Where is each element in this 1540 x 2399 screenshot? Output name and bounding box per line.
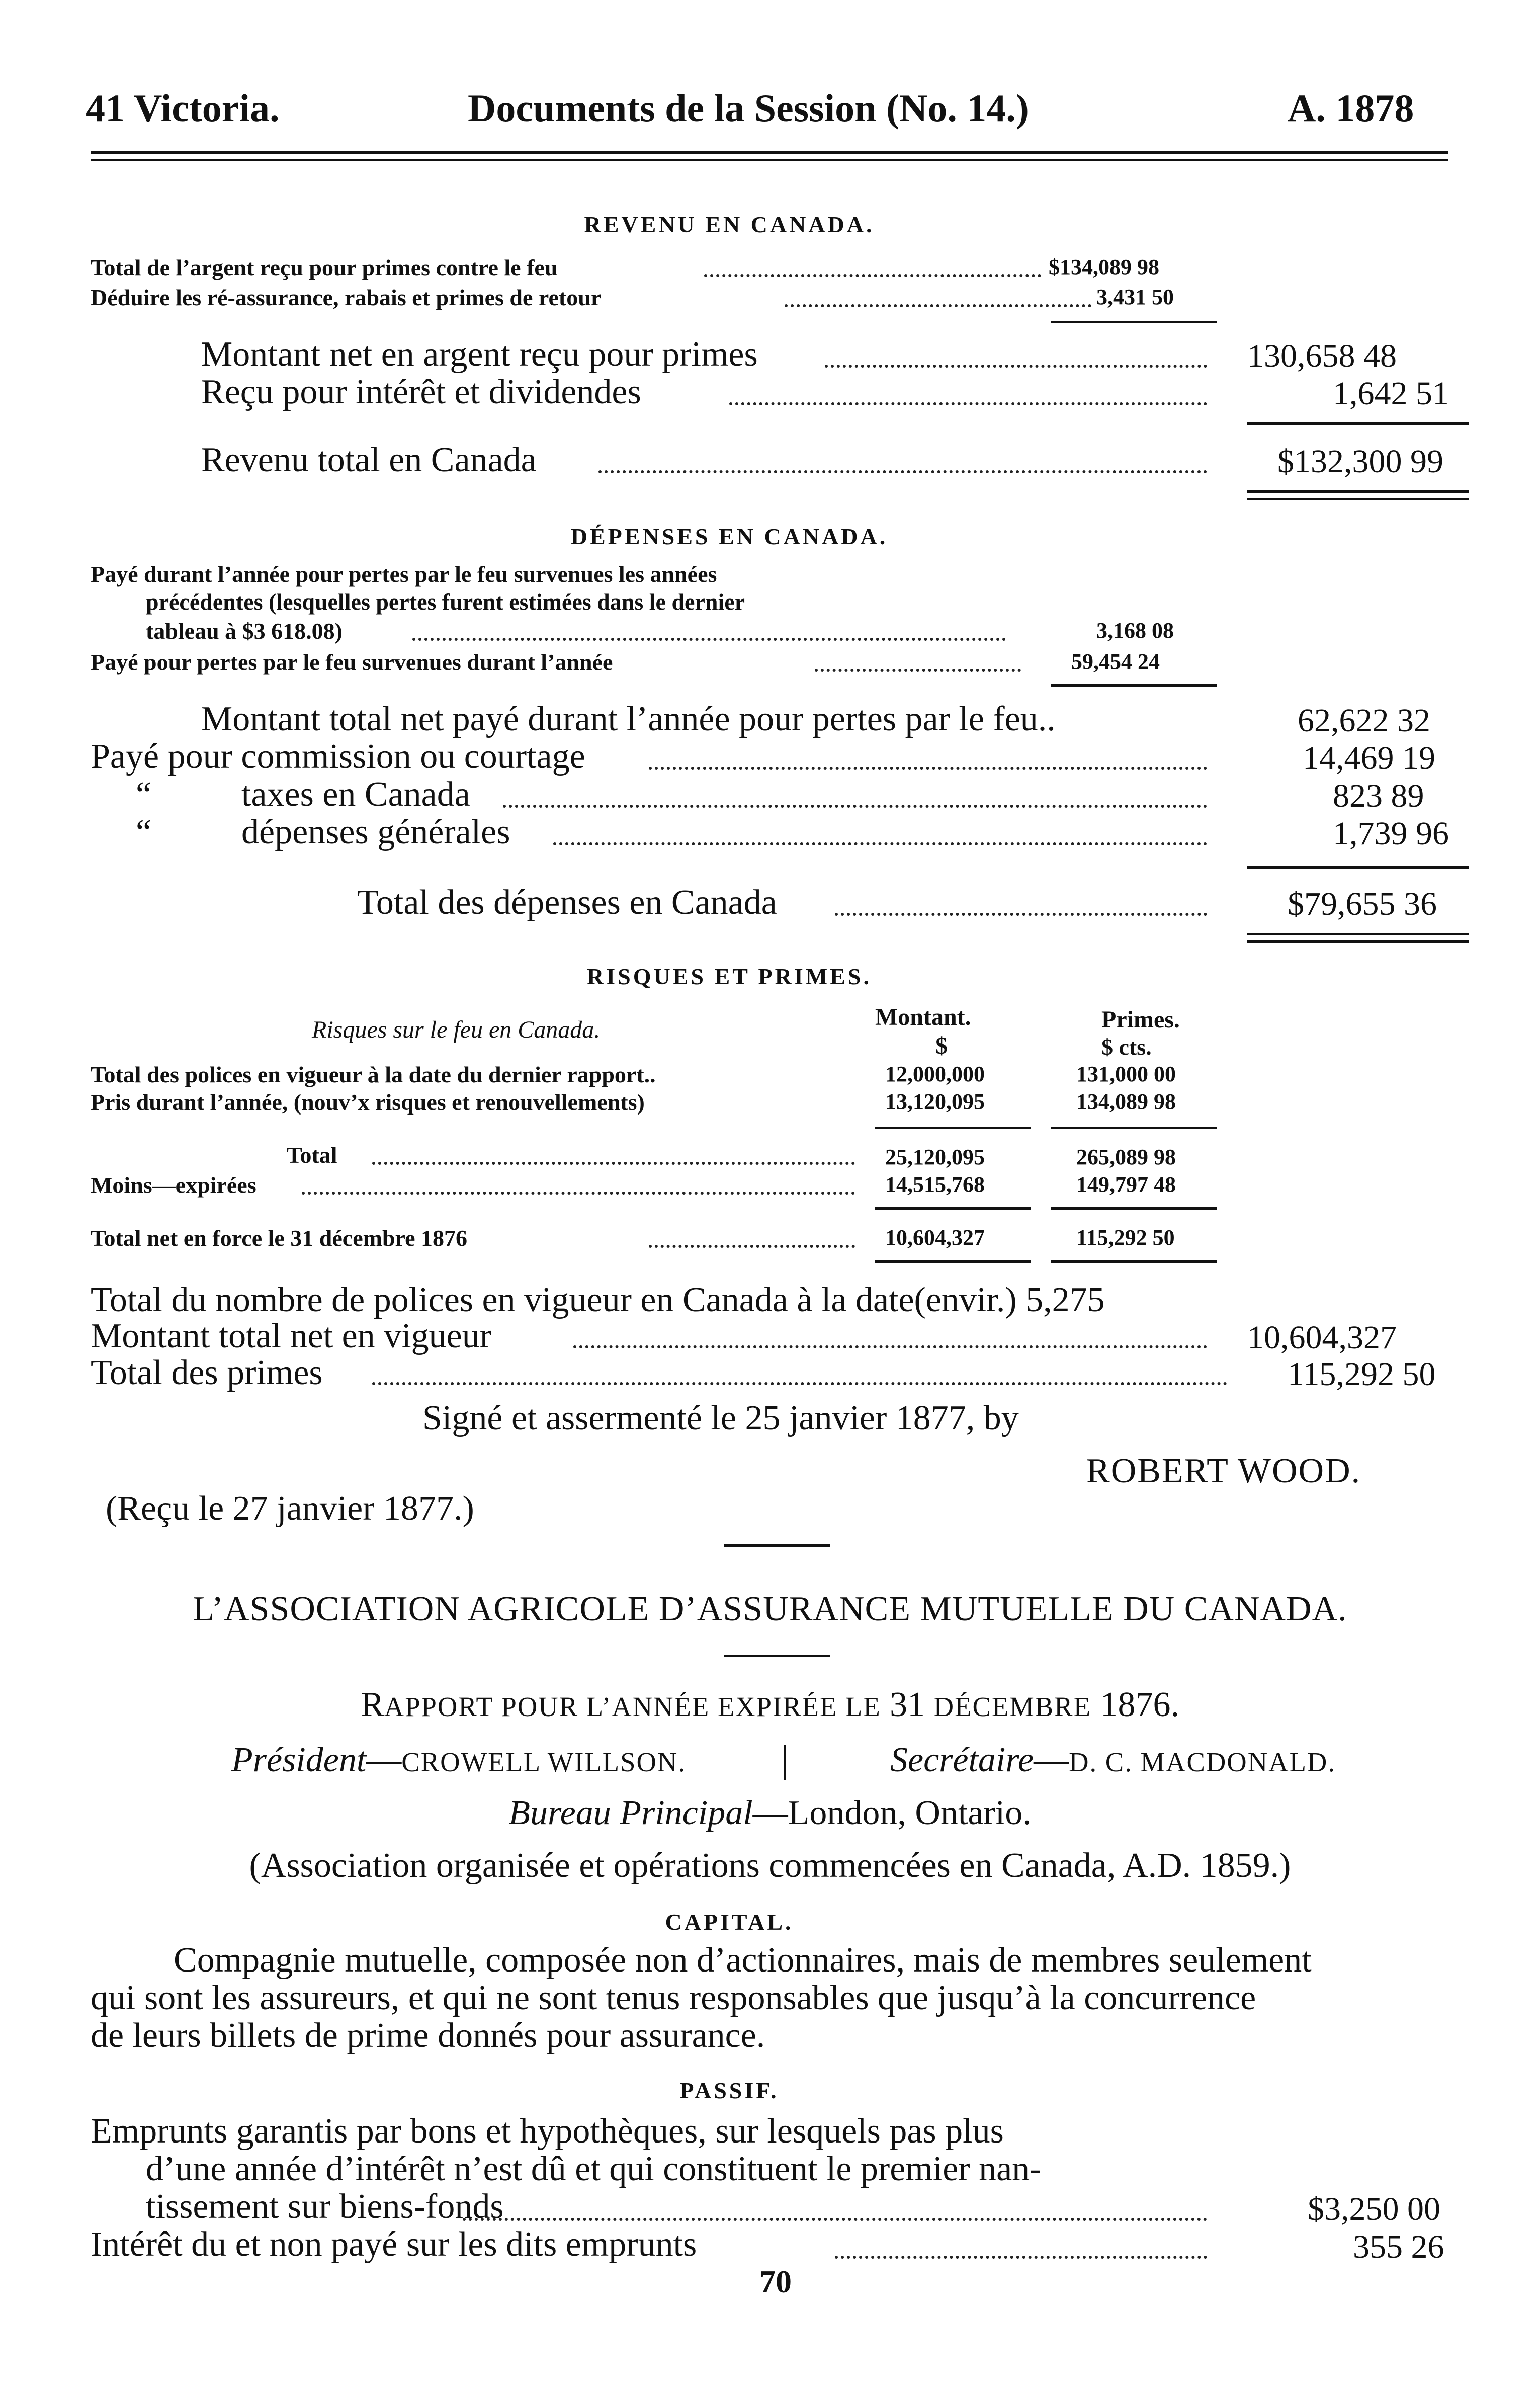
president-name: CROWELL WILLSON.	[401, 1747, 687, 1777]
header-center: Documents de la Session (No. 14.)	[468, 86, 1029, 130]
rule	[875, 1127, 1031, 1129]
secretaire-name: D. C. MACDONALD.	[1069, 1747, 1336, 1777]
table-row-montant: 25,120,095	[885, 1145, 985, 1169]
header-left: 41 Victoria.	[85, 86, 280, 130]
rule	[724, 1544, 830, 1547]
rule	[1247, 490, 1469, 493]
capital-line3: de leurs billets de prime donnés pour assurance.	[91, 2016, 765, 2055]
revenu-interet-value: 1,642 51	[1333, 375, 1449, 412]
depenses-para2-value: 59,454 24	[1071, 649, 1160, 674]
depenses-para1-line2: précédentes (lesquelles pertes furent estimées dans le dernier	[146, 589, 745, 615]
association-secretaire	[890, 1740, 1336, 1780]
association-title: L’ASSOCIATION AGRICOLE D’ASSURANCE MUTUELLE DU CANADA.	[193, 1590, 1347, 1629]
capital-line1: Compagnie mutuelle, composée non d’actionnaires, mais de membres seulement	[174, 1941, 1312, 1980]
depenses-net-label: Montant total net payé durant l’année pour pertes par le feu..	[201, 700, 1056, 738]
rule	[875, 1207, 1031, 1210]
leader-dots	[553, 842, 1207, 845]
leader-dots	[815, 669, 1021, 672]
association-rapport	[0, 1685, 1540, 1725]
leader-dots	[785, 304, 1091, 307]
association-president	[231, 1740, 686, 1780]
table-row-label: Moins—expirées	[91, 1172, 256, 1198]
rule	[1051, 1207, 1217, 1210]
leader-dots	[412, 638, 1006, 641]
leader-dots	[649, 767, 1207, 770]
association-bureau	[0, 1793, 1540, 1833]
signature-received: (Reçu le 27 janvier 1877.)	[106, 1489, 474, 1528]
rapport-cap: R	[361, 1685, 384, 1724]
leader-dots	[729, 402, 1207, 405]
passif-line1: Emprunts garantis par bons et hypothèques, sur lesquels pas plus	[91, 2112, 1004, 2151]
table-row-montant: 12,000,000	[885, 1062, 985, 1086]
passif-title: PASSIF.	[679, 2078, 779, 2103]
rapport-text: APPORT POUR L’ANNÉE EXPIRÉE LE	[384, 1691, 881, 1722]
passif-line4: Intérêt du et non payé sur les dits emprunts	[91, 2225, 697, 2264]
ditto-mark: “	[136, 775, 152, 814]
revenu-line1-value: $134,089 98	[1049, 254, 1159, 279]
rule	[1051, 1127, 1217, 1129]
depenses-generales-label: dépenses générales	[241, 813, 510, 851]
leader-dots	[649, 1245, 855, 1248]
rule	[1247, 422, 1469, 425]
depenses-generales-value: 1,739 96	[1333, 815, 1449, 852]
leader-dots	[835, 2256, 1207, 2259]
capital-line2: qui sont les assureurs, et qui ne sont tenus responsables que jusqu’à la concurrence	[91, 1979, 1256, 2017]
table-row-montant: 13,120,095	[885, 1089, 985, 1114]
rule	[875, 1260, 1031, 1263]
rule	[724, 1655, 830, 1657]
passif-line2: d’une année d’intérêt n’est dû et qui constituent le premier nan-	[146, 2150, 1042, 2188]
revenu-title: REVENU EN CANADA.	[584, 212, 875, 237]
risques-nombre-label: Total du nombre de polices en vigueur en Canada à la date(envir.) 5,275	[91, 1280, 1105, 1319]
rapport-month: DÉCEMBRE	[933, 1691, 1091, 1722]
leader-dots	[835, 913, 1207, 916]
depenses-commission-label: Payé pour commission ou courtage	[91, 737, 585, 776]
leader-dots	[503, 805, 1207, 808]
depenses-taxes-value: 823 89	[1333, 778, 1424, 814]
capital-title: CAPITAL.	[665, 1909, 794, 1935]
risques-primes-value: 115,292 50	[1288, 1356, 1436, 1393]
rule	[1051, 321, 1217, 323]
passif-line3: tissement sur biens-fonds	[146, 2187, 504, 2226]
rule	[1051, 1260, 1217, 1263]
leader-dots	[372, 1162, 855, 1165]
secretaire-dash: —	[1034, 1741, 1069, 1779]
table-row-label: Total	[287, 1142, 337, 1168]
col-primes-header: Primes.	[1101, 1006, 1180, 1033]
rule	[1247, 940, 1469, 943]
table-row-primes: 115,292 50	[1076, 1225, 1175, 1250]
revenu-line1-label: Total de l’argent reçu pour primes contre le feu	[91, 254, 558, 280]
bureau-label: Bureau Principal	[508, 1793, 753, 1832]
leader-dots	[463, 2218, 1207, 2221]
table-row-montant: 10,604,327	[885, 1225, 985, 1250]
risques-primes-label: Total des primes	[91, 1353, 323, 1392]
divider	[784, 1745, 786, 1780]
passif-value2: 355 26	[1353, 2229, 1444, 2265]
header-right: A. 1878	[1288, 86, 1414, 130]
depenses-total-value: $79,655 36	[1288, 886, 1437, 922]
header-rule-top	[91, 151, 1448, 154]
revenu-total-value: $132,300 99	[1277, 443, 1443, 480]
depenses-para1-line3: tableau à $3 618.08)	[146, 618, 343, 644]
leader-dots	[598, 470, 1207, 473]
risques-montant-total-value: 10,604,327	[1247, 1319, 1397, 1356]
depenses-para1-line1: Payé durant l’année pour pertes par le feu survenues les années	[91, 561, 717, 587]
table-row-label: Total des polices en vigueur à la date du dernier rapport..	[91, 1062, 656, 1087]
rule	[1247, 933, 1469, 935]
depenses-para2-label: Payé pour pertes par le feu survenues durant l’année	[91, 649, 613, 675]
revenu-interet-label: Reçu pour intérêt et dividendes	[201, 373, 641, 411]
revenu-net-label: Montant net en argent reçu pour primes	[201, 335, 758, 374]
signature-name: ROBERT WOOD.	[1086, 1451, 1361, 1490]
revenu-line2-value: 3,431 50	[1096, 285, 1174, 309]
ditto-mark: “	[136, 813, 152, 851]
bureau-value: —London, Ontario.	[752, 1793, 1032, 1832]
table-row-primes: 131,000 00	[1076, 1062, 1176, 1086]
header-rule-bottom	[91, 159, 1448, 161]
secretaire-label: Secrétaire	[890, 1741, 1034, 1779]
table-row-montant: 14,515,768	[885, 1172, 985, 1197]
president-dash: —	[366, 1741, 402, 1779]
depenses-para1-value: 3,168 08	[1096, 618, 1174, 643]
risques-title: RISQUES ET PRIMES.	[587, 964, 872, 989]
revenu-net-value: 130,658 48	[1247, 337, 1397, 374]
leader-dots	[573, 1345, 1207, 1348]
rule	[1247, 498, 1469, 500]
revenu-total-label: Revenu total en Canada	[201, 441, 537, 479]
signature-signed: Signé et assermenté le 25 janvier 1877, by	[422, 1399, 1019, 1437]
rapport-year: 1876.	[1100, 1685, 1179, 1724]
depenses-total-label: Total des dépenses en Canada	[357, 883, 777, 922]
risques-subtitle: Risques sur le feu en Canada.	[312, 1016, 601, 1043]
table-row-primes: 134,089 98	[1076, 1089, 1176, 1114]
depenses-commission-value: 14,469 19	[1303, 740, 1435, 777]
president-label: Président	[231, 1741, 367, 1779]
col-montant-unit: $	[935, 1033, 948, 1059]
association-organisation: (Association organisée et opérations commencées en Canada, A.D. 1859.)	[249, 1846, 1291, 1885]
leader-dots	[372, 1382, 1227, 1385]
depenses-taxes-label: taxes en Canada	[241, 775, 470, 814]
revenu-line2-label: Déduire les ré-assurance, rabais et primes de retour	[91, 285, 602, 310]
depenses-net-value: 62,622 32	[1298, 702, 1430, 739]
depenses-title: DÉPENSES EN CANADA.	[570, 524, 888, 549]
leader-dots	[302, 1192, 855, 1195]
table-row-primes: 149,797 48	[1076, 1172, 1176, 1197]
leader-dots	[825, 365, 1207, 368]
leader-dots	[704, 274, 1041, 277]
rule	[1051, 684, 1217, 687]
risques-montant-total-label: Montant total net en vigueur	[91, 1317, 492, 1355]
table-row-label: Pris durant l’année, (nouv’x risques et renouvellements)	[91, 1089, 645, 1115]
col-primes-unit: $ cts.	[1101, 1034, 1152, 1060]
table-row-label: Total net en force le 31 décembre 1876	[91, 1225, 468, 1251]
rapport-day: 31	[890, 1685, 925, 1724]
passif-value1: $3,250 00	[1308, 2191, 1440, 2227]
rule	[1247, 866, 1469, 869]
table-row-primes: 265,089 98	[1076, 1145, 1176, 1169]
col-montant-header: Montant.	[875, 1004, 971, 1031]
page-number: 70	[759, 2264, 792, 2299]
